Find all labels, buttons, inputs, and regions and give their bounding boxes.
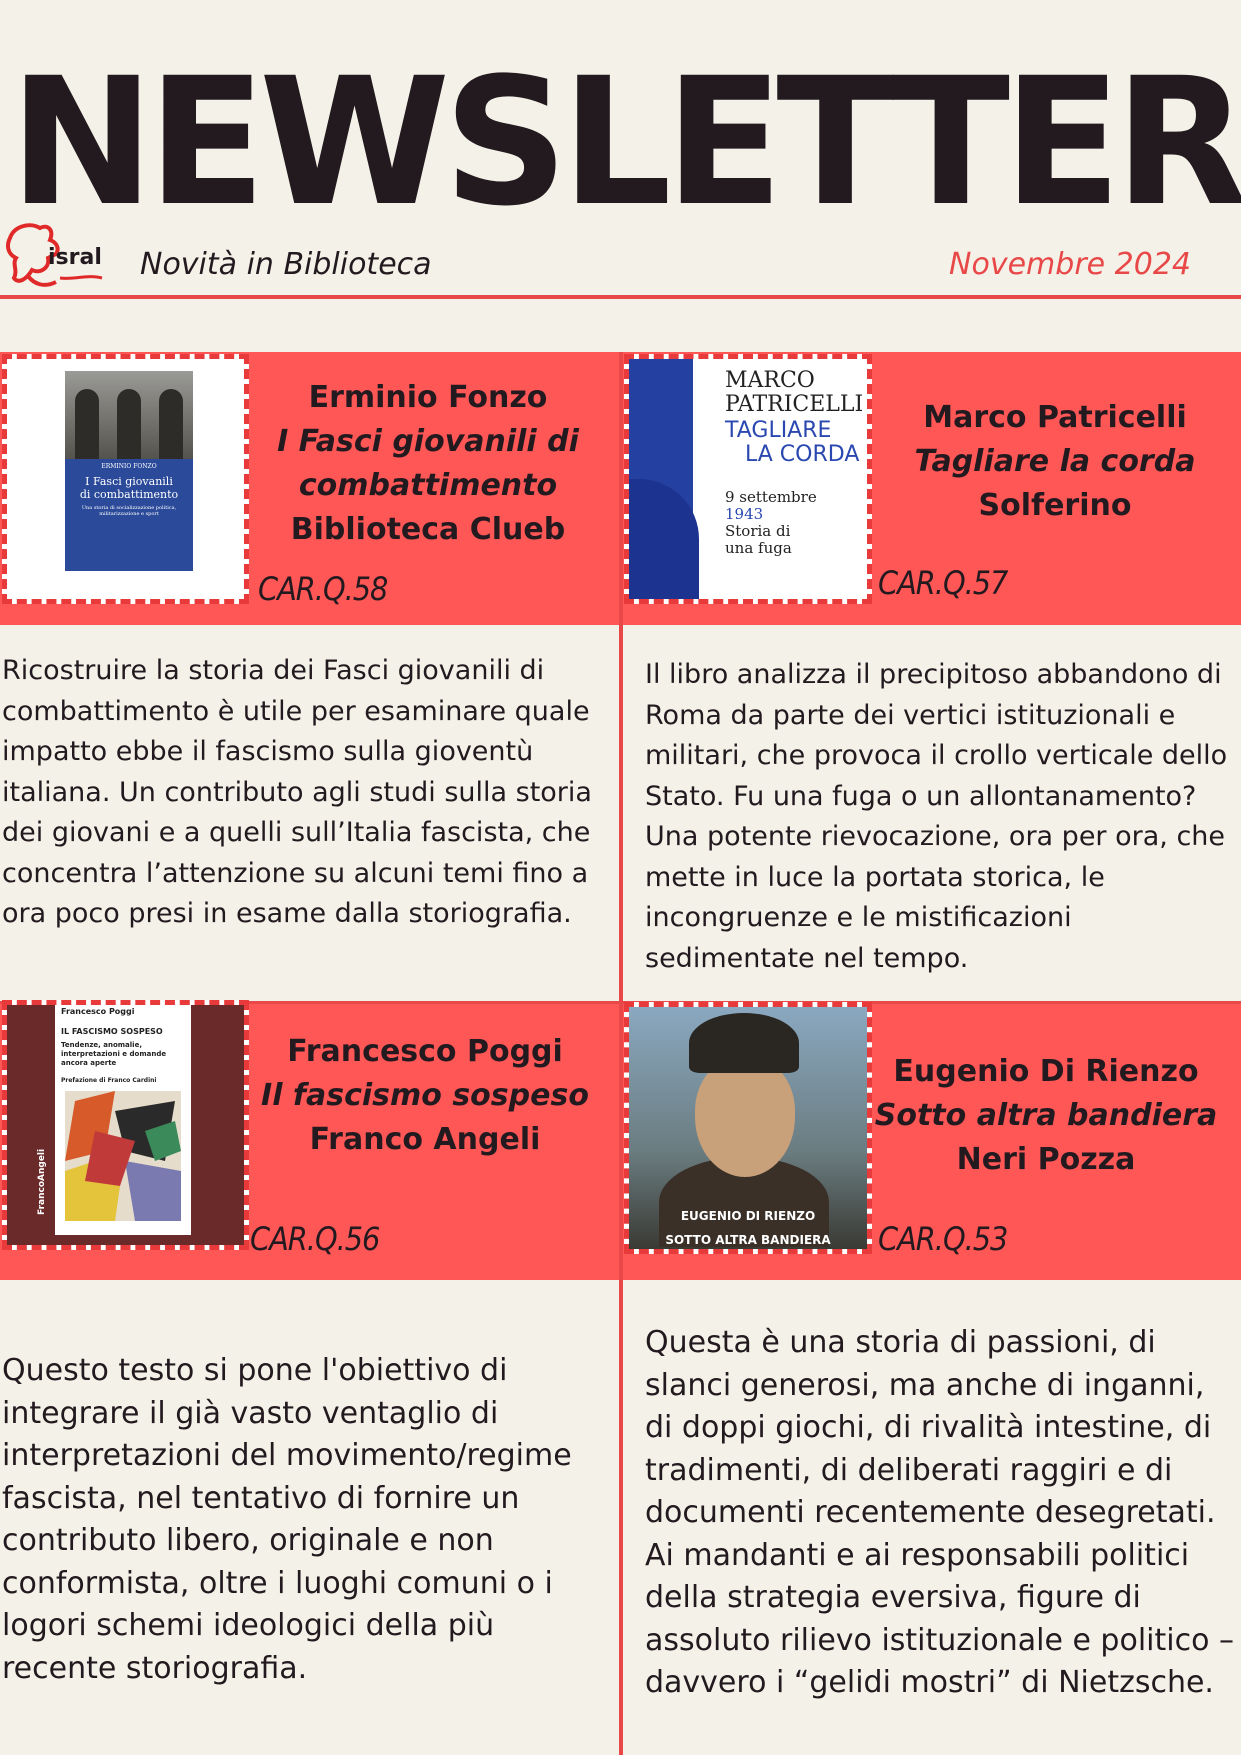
book-title: Il fascismo sospeso: [261, 1078, 589, 1113]
book-description-2: Il libro analizza il precipitoso abbandono di Roma da parte dei vertici istituzionali e militari, che provoca il crollo verticale dello Stato. Fu una fuga o un allontanamento? Una potente rievocazione, ora per ora, che mette in luce la portata storica, le incongruenze e le mistificazioni sedimentate nel tempo.: [645, 659, 1228, 974]
shelfmark: CAR.Q.56: [250, 1220, 380, 1258]
book-description-4: Questa è una storia di passioni, di slanci generosi, ma anche di inganni, di doppi giochi, di rivalità intestine, di tradimenti, di deliberati raggiri e di documenti recentemente desegretati. Ai mandanti e ai responsabili politici della strategia eversiva, figure di assoluto rilievo istituzionale e politico – davvero i “gelidi mostri” di Nietzsche.: [645, 1325, 1234, 1700]
book-title-line1: I Fasci giovanili di: [277, 424, 579, 459]
book-author: Erminio Fonzo: [308, 380, 548, 415]
book-info-1: [252, 376, 604, 552]
isral-logo: [4, 218, 104, 294]
book-title: Tagliare la corda: [914, 444, 1196, 479]
book-title: Sotto altra bandiera: [874, 1098, 1218, 1133]
shelfmark: CAR.Q.57: [878, 564, 1008, 602]
book-publisher: Franco Angeli: [309, 1122, 541, 1157]
book-info-2: [872, 396, 1238, 528]
book-cover-2[interactable]: MARCO PATRICELLI TAGLIARE LA CORDA 9 settembre 1943 Storia di una fuga: [624, 354, 872, 604]
book-description-1: Ricostruire la storia dei Fasci giovanili di combattimento è utile per esaminare quale impatto ebbe il fascismo sulla gioventù italiana. Un contributo agli studi sulla storia dei giovani e a quelli sull’Italia fascista, che concentra l’attenzione su alcuni temi fino a ora poco presi in esame dalla storiografia.: [2, 655, 592, 929]
book-info-4: [870, 1050, 1222, 1182]
book-cover-4[interactable]: EUGENIO DI RIENZO SOTTO ALTRA BANDIERA: [624, 1002, 872, 1254]
book-publisher: Solferino: [978, 488, 1132, 523]
book-author: Francesco Poggi: [287, 1034, 563, 1069]
column-divider: [619, 352, 623, 1755]
book-author: Eugenio Di Rienzo: [893, 1054, 1199, 1089]
shelfmark: CAR.Q.53: [878, 1220, 1008, 1258]
shelfmark: CAR.Q.58: [258, 570, 388, 608]
newsletter-subtitle: Novità in Biblioteca: [140, 247, 432, 282]
header-divider: [0, 295, 1241, 299]
book-info-3: [250, 1030, 600, 1162]
book-cover-3[interactable]: Francesco Poggi IL FASCISMO SOSPESO Tendenze, anomalie, interpretazioni e domande ancora aperte Prefazione di Franco Cardini FrancoAngeli: [2, 1000, 249, 1250]
newsletter-title: NEWSLETTER: [9, 40, 1241, 245]
issue-date: Novembre 2024: [949, 247, 1191, 282]
logo-text: isral: [48, 245, 102, 270]
book-publisher: Neri Pozza: [956, 1142, 1136, 1177]
book-title-line2: combattimento: [298, 468, 558, 503]
book-description-3: Questo testo si pone l'obiettivo di integrare il già vasto ventaglio di interpretazioni del movimento/regime fascista, nel tentativo di fornire un contributo libero, originale e non conformista, oltre i luoghi comuni o i logori schemi ideologici della più recente storiografia.: [2, 1353, 572, 1686]
book-author: Marco Patricelli: [923, 400, 1187, 435]
book-publisher: Biblioteca Clueb: [290, 512, 566, 547]
book-cover-1[interactable]: ERMINIO FONZO I Fasci giovanili di combattimento Una storia di socializzazione politica, militarizzazione e sport: [2, 354, 249, 604]
